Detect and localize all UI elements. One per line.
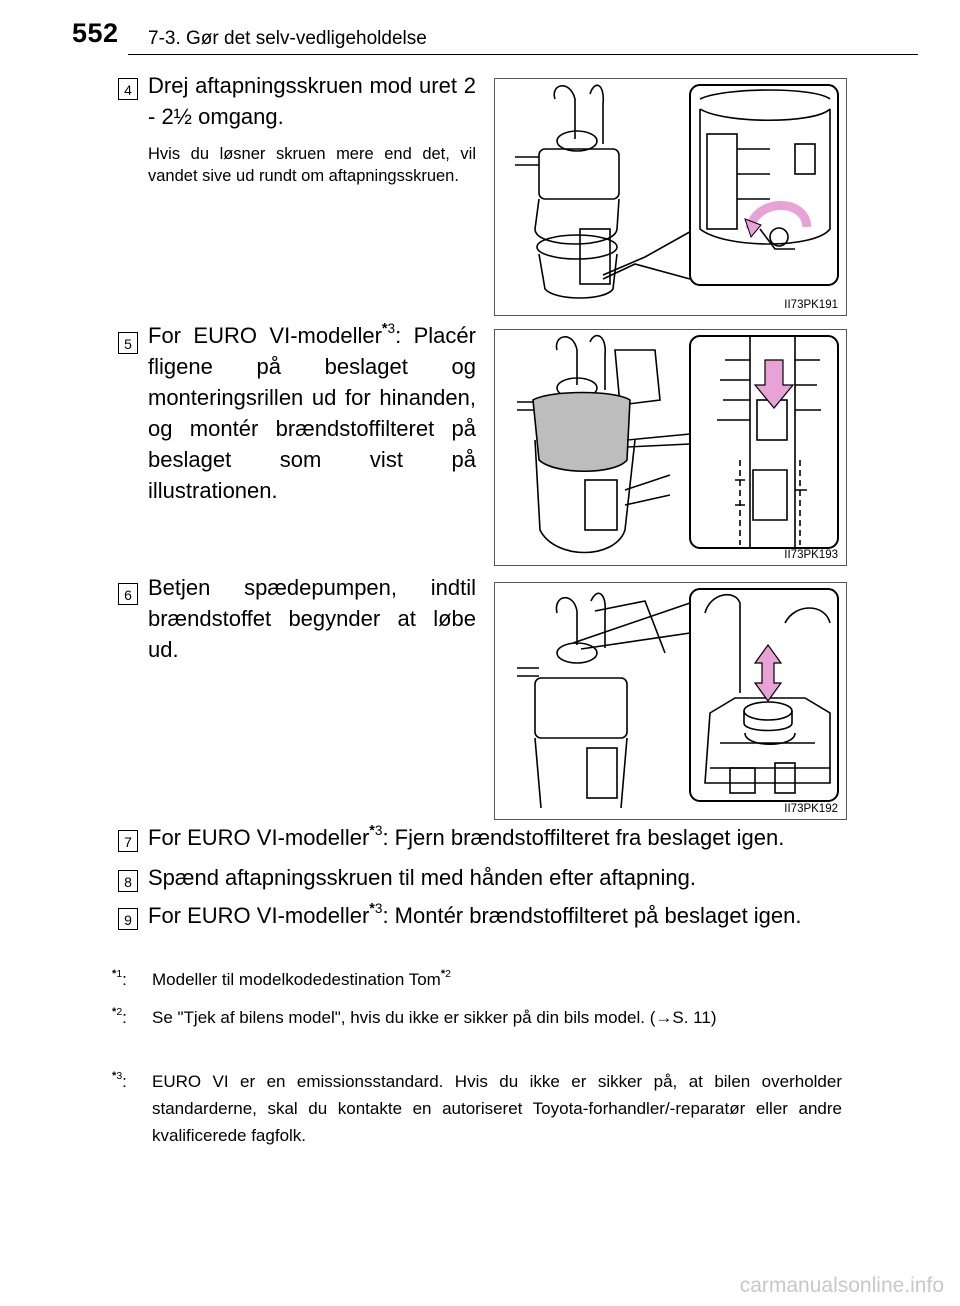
figure-code-193: II73PK193: [784, 549, 838, 561]
step-8-text: Spænd aftapningsskruen til med hånden efter aftapning.: [148, 865, 696, 890]
footnote-2-mark: $^{*2}$:: [112, 1006, 127, 1027]
step-number-7: 7: [118, 830, 138, 852]
footnote-3: [112, 1068, 842, 1149]
step-9-text: For EURO VI-modeller$^{*3}$: Montér brændstoffilteret på beslaget igen.: [148, 900, 802, 928]
footnote-1-text: Modeller til modelkodedestination Tom$^{*2}$: [152, 968, 452, 989]
step-4-note: Hvis du løsner skruen mere end det, vil vandet sive ud rundt om aftapningsskruen.: [148, 145, 476, 185]
watermark: carmanualsonline.info: [739, 1274, 944, 1297]
illustration-drain-screw: [495, 79, 848, 317]
step-number-9: 9: [118, 908, 138, 930]
footnote-2-text: Se "Tjek af bilens model", hvis du ikke er sikker på din bils model. (→S. 11): [152, 1008, 717, 1027]
step-7-text: For EURO VI-modeller$^{*3}$: Fjern brændstoffilteret fra beslaget igen.: [148, 822, 785, 850]
figure-drain-screw: [494, 78, 847, 316]
figure-code-192: II73PK192: [784, 803, 838, 815]
step-5-text: For EURO VI-modeller$^{*3}$: Placér fligene på beslaget og monteringsrillen ud for hinanden, og montér brændstoffilteret på beslaget som vist på illustrationen.: [148, 320, 476, 503]
step-number-8: 8: [118, 870, 138, 892]
illustration-priming-pump: [495, 583, 848, 821]
figure-code-191: II73PK191: [784, 299, 838, 311]
illustration-filter-mount: [495, 330, 848, 567]
header-rule: [128, 54, 918, 55]
page-number: 552: [72, 18, 119, 48]
footnote-3-text: EURO VI er en emissionsstandard. Hvis du ikke er sikker på, at bilen overholder standarderne, skal du kontakte en autoriseret Toyota-forhandler/-reparatør eller andre kvalificerede fagfolk.: [152, 1072, 842, 1145]
step-4-text: Drej aftapningsskruen mod uret 2 - 2½ omgang.: [148, 73, 476, 129]
footnote-1: [112, 966, 842, 993]
step-number-4: 4: [118, 78, 138, 100]
section-title: 7-3. Gør det selv-vedligeholdelse: [148, 28, 427, 49]
figure-priming-pump: [494, 582, 847, 820]
footnote-3-mark: $^{*3}$:: [112, 1070, 127, 1091]
step-number-5: 5: [118, 332, 138, 354]
footnote-2: [112, 1004, 842, 1031]
figure-filter-mount: [494, 329, 847, 566]
step-6-text: Betjen spædepumpen, indtil brændstoffet begynder at løbe ud.: [148, 575, 476, 662]
step-number-6: 6: [118, 583, 138, 605]
footnote-1-mark: $^{*1}$:: [112, 968, 127, 989]
